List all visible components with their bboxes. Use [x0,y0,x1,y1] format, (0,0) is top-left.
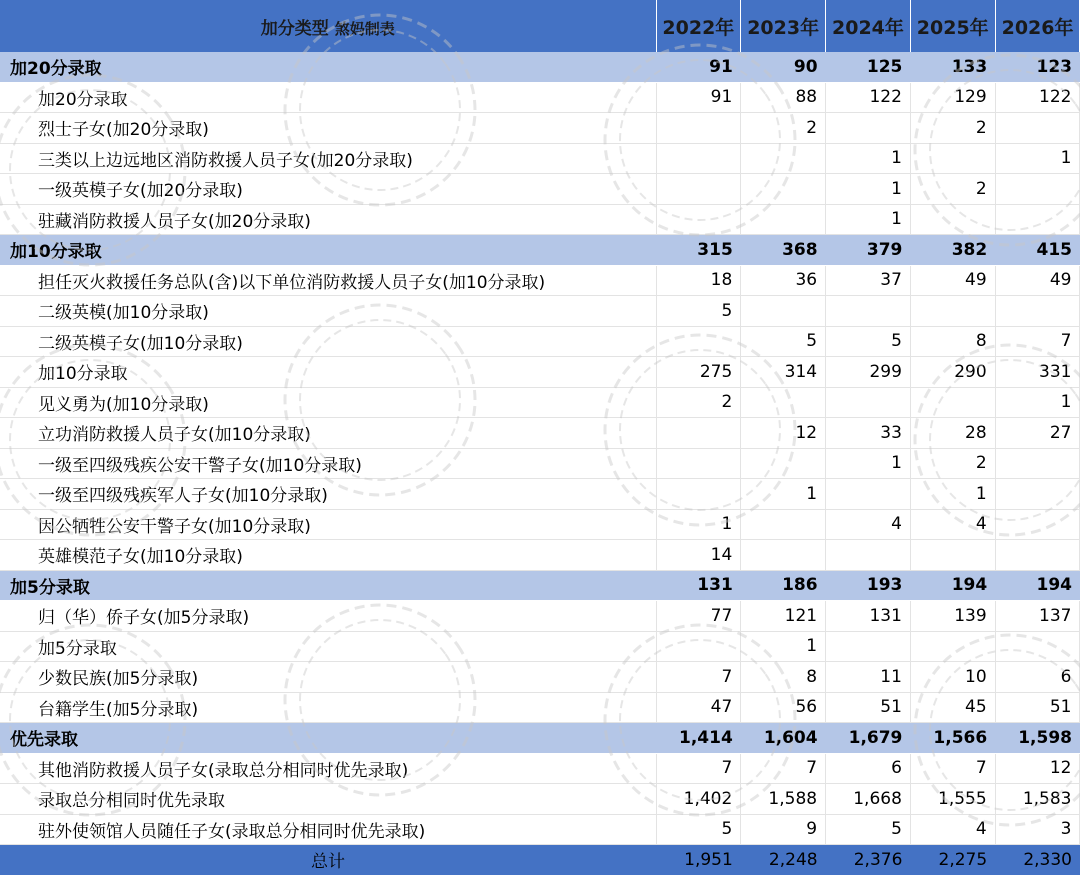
row-value-cell [741,387,826,418]
row-value-cell [995,296,1080,327]
total-row [0,845,1080,875]
header-year-2024: 2024年 [826,0,911,52]
row-value-cell: 133 [910,52,995,82]
row-label: 加20分录取 [0,82,656,113]
row-value-cell: 5 [826,814,911,845]
row-value-cell: 368 [741,235,826,266]
row-value-cell [656,174,741,205]
row-value-cell: 8 [910,326,995,357]
table-row [0,113,1080,144]
row-value-cell: 36 [741,265,826,296]
header-year-2023: 2023年 [741,0,826,52]
row-value-cell: 2 [656,387,741,418]
category-row [0,570,1080,601]
row-value-cell: 1,402 [656,784,741,815]
row-value-cell: 139 [910,601,995,632]
row-value-cell [741,448,826,479]
row-value-cell: 379 [826,235,911,266]
row-label: 归（华）侨子女(加5分录取) [0,601,656,632]
row-label: 总计 [0,845,656,875]
row-value-cell: 7 [910,753,995,784]
row-value-cell: 7 [656,662,741,693]
header-name-cell [0,0,656,52]
row-value-cell: 18 [656,265,741,296]
row-label: 录取总分相同时优先录取 [0,784,656,815]
row-value-cell: 5 [826,326,911,357]
table-row [0,448,1080,479]
row-value-cell [995,631,1080,662]
row-value-cell [656,204,741,235]
table-row [0,601,1080,632]
row-label: 见义勇为(加10分录取) [0,387,656,418]
table-row [0,296,1080,327]
row-value-cell: 315 [656,235,741,266]
row-value-cell: 131 [826,601,911,632]
row-value-cell: 1 [826,143,911,174]
row-value-cell: 1 [826,204,911,235]
row-value-cell [656,326,741,357]
table-row [0,662,1080,693]
row-value-cell: 1 [826,174,911,205]
row-value-cell: 123 [995,52,1080,82]
row-value-cell: 91 [656,52,741,82]
row-value-cell: 121 [741,601,826,632]
header-sub-label: 煞妈制表 [334,19,395,38]
row-value-cell: 11 [826,662,911,693]
row-value-cell: 51 [826,692,911,723]
row-value-cell: 131 [656,570,741,601]
row-label: 优先录取 [0,723,656,754]
row-label: 台籍学生(加5分录取) [0,692,656,723]
table-header-row [0,0,1080,52]
row-value-cell: 4 [826,509,911,540]
row-value-cell [910,296,995,327]
row-value-cell: 88 [741,82,826,113]
table-row [0,509,1080,540]
category-row [0,52,1080,82]
row-value-cell: 193 [826,570,911,601]
row-value-cell: 12 [995,753,1080,784]
row-value-cell [741,204,826,235]
row-value-cell: 1 [741,631,826,662]
row-value-cell [656,113,741,144]
row-value-cell: 125 [826,52,911,82]
row-value-cell: 299 [826,357,911,388]
table-row [0,784,1080,815]
row-value-cell: 5 [741,326,826,357]
row-value-cell [910,143,995,174]
row-label: 因公牺牲公安干警子女(加10分录取) [0,509,656,540]
row-value-cell: 9 [741,814,826,845]
row-label: 二级英模(加10分录取) [0,296,656,327]
table-row [0,814,1080,845]
row-value-cell: 47 [656,692,741,723]
row-value-cell: 28 [910,418,995,449]
table-row [0,174,1080,205]
row-value-cell: 37 [826,265,911,296]
row-value-cell: 5 [656,296,741,327]
row-value-cell [995,448,1080,479]
row-value-cell: 194 [910,570,995,601]
row-value-cell: 2,376 [826,845,911,875]
table-row [0,692,1080,723]
row-value-cell: 2,248 [741,845,826,875]
row-value-cell: 2,275 [910,845,995,875]
row-value-cell: 1 [741,479,826,510]
row-value-cell: 1,555 [910,784,995,815]
row-value-cell [656,143,741,174]
row-value-cell: 314 [741,357,826,388]
row-label: 烈士子女(加20分录取) [0,113,656,144]
row-value-cell: 331 [995,357,1080,388]
row-value-cell [656,418,741,449]
row-label: 加5分录取 [0,631,656,662]
row-value-cell: 1,566 [910,723,995,754]
row-label: 驻外使领馆人员随任子女(录取总分相同时优先录取) [0,814,656,845]
table-row [0,143,1080,174]
row-value-cell: 49 [995,265,1080,296]
table-row [0,540,1080,571]
row-value-cell: 122 [826,82,911,113]
table-row [0,387,1080,418]
row-value-cell: 1 [995,387,1080,418]
row-value-cell: 7 [995,326,1080,357]
header-name-label: 加分类型 [260,18,329,39]
row-value-cell [910,204,995,235]
row-value-cell: 14 [656,540,741,571]
table-body [0,52,1080,875]
row-value-cell: 4 [910,509,995,540]
row-value-cell: 415 [995,235,1080,266]
row-value-cell [995,204,1080,235]
row-value-cell [995,509,1080,540]
row-value-cell: 1,583 [995,784,1080,815]
row-value-cell [826,296,911,327]
row-label: 立功消防救援人员子女(加10分录取) [0,418,656,449]
row-value-cell [741,174,826,205]
row-value-cell [826,540,911,571]
header-year-2025: 2025年 [910,0,995,52]
row-value-cell [995,174,1080,205]
table-row [0,357,1080,388]
table-row [0,326,1080,357]
table-row [0,418,1080,449]
row-value-cell: 1,588 [741,784,826,815]
row-label: 少数民族(加5分录取) [0,662,656,693]
row-value-cell [910,387,995,418]
row-label: 一级至四级残疾军人子女(加10分录取) [0,479,656,510]
table-row [0,479,1080,510]
row-value-cell: 1 [826,448,911,479]
row-label: 加5分录取 [0,570,656,601]
table-row [0,82,1080,113]
row-value-cell: 10 [910,662,995,693]
row-value-cell: 382 [910,235,995,266]
row-value-cell: 7 [656,753,741,784]
row-value-cell: 1,598 [995,723,1080,754]
row-label: 担任灭火救援任务总队(含)以下单位消防救援人员子女(加10分录取) [0,265,656,296]
row-value-cell: 2,330 [995,845,1080,875]
row-value-cell [910,631,995,662]
row-value-cell: 2 [910,448,995,479]
row-value-cell: 77 [656,601,741,632]
row-value-cell: 2 [910,174,995,205]
row-value-cell: 45 [910,692,995,723]
header-year-2026: 2026年 [995,0,1080,52]
row-value-cell [826,113,911,144]
row-value-cell [826,387,911,418]
category-row [0,723,1080,754]
row-value-cell: 49 [910,265,995,296]
row-label: 加20分录取 [0,52,656,82]
row-value-cell: 1,414 [656,723,741,754]
row-label: 加10分录取 [0,357,656,388]
row-value-cell: 1,951 [656,845,741,875]
row-value-cell [656,479,741,510]
table-row [0,631,1080,662]
row-value-cell [995,540,1080,571]
row-value-cell [995,479,1080,510]
row-value-cell [826,631,911,662]
row-value-cell: 137 [995,601,1080,632]
row-value-cell [656,631,741,662]
row-label: 加10分录取 [0,235,656,266]
row-label: 英雄模范子女(加10分录取) [0,540,656,571]
row-value-cell: 7 [741,753,826,784]
row-label: 三类以上边远地区消防救援人员子女(加20分录取) [0,143,656,174]
row-value-cell: 51 [995,692,1080,723]
header-year-2022: 2022年 [656,0,741,52]
row-value-cell [826,479,911,510]
row-value-cell: 33 [826,418,911,449]
row-value-cell: 1 [656,509,741,540]
row-label: 一级英模子女(加20分录取) [0,174,656,205]
row-value-cell: 1 [910,479,995,510]
row-value-cell [741,296,826,327]
row-value-cell [910,540,995,571]
row-value-cell [741,509,826,540]
row-value-cell [656,448,741,479]
row-value-cell: 8 [741,662,826,693]
row-value-cell: 90 [741,52,826,82]
row-value-cell: 1,668 [826,784,911,815]
row-value-cell: 91 [656,82,741,113]
row-value-cell: 129 [910,82,995,113]
row-label: 一级至四级残疾公安干警子女(加10分录取) [0,448,656,479]
row-value-cell: 290 [910,357,995,388]
row-label: 其他消防救援人员子女(录取总分相同时优先录取) [0,753,656,784]
row-value-cell: 27 [995,418,1080,449]
row-value-cell: 2 [910,113,995,144]
table-row [0,753,1080,784]
row-value-cell: 6 [995,662,1080,693]
table-row [0,204,1080,235]
row-value-cell: 12 [741,418,826,449]
row-value-cell: 194 [995,570,1080,601]
row-value-cell [741,143,826,174]
row-value-cell: 56 [741,692,826,723]
row-value-cell: 3 [995,814,1080,845]
row-value-cell: 275 [656,357,741,388]
row-value-cell: 1,604 [741,723,826,754]
row-value-cell: 186 [741,570,826,601]
row-value-cell: 6 [826,753,911,784]
row-value-cell: 1 [995,143,1080,174]
row-value-cell: 2 [741,113,826,144]
row-value-cell: 122 [995,82,1080,113]
table-row [0,265,1080,296]
row-value-cell: 4 [910,814,995,845]
row-value-cell: 1,679 [826,723,911,754]
row-label: 二级英模子女(加10分录取) [0,326,656,357]
category-row [0,235,1080,266]
row-value-cell: 5 [656,814,741,845]
row-value-cell [741,540,826,571]
row-value-cell [995,113,1080,144]
row-label: 驻藏消防救援人员子女(加20分录取) [0,204,656,235]
